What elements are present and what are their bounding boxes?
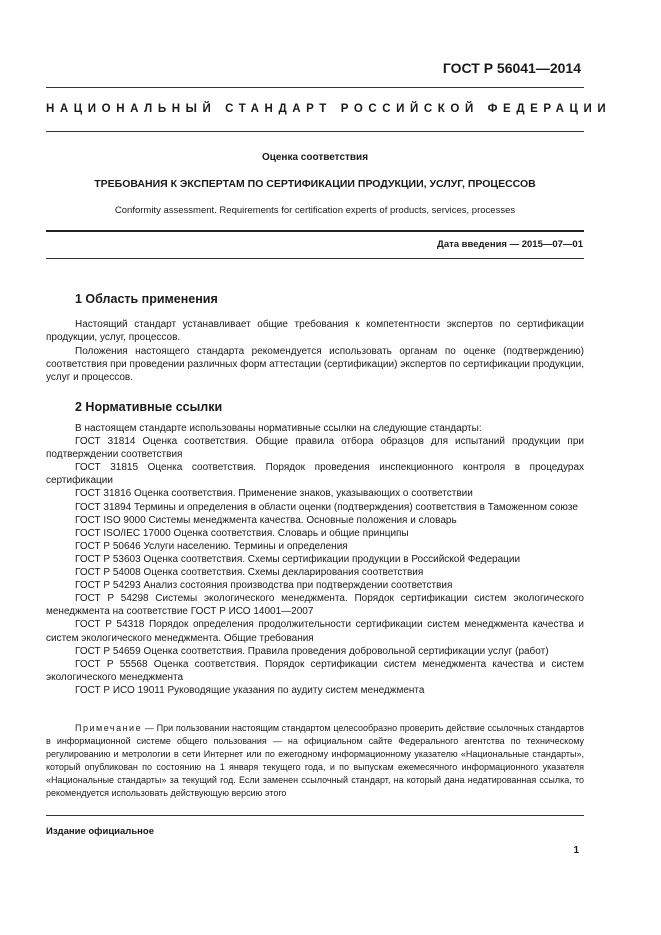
footer-divider: [46, 815, 584, 816]
document-title-english: Conformity assessment. Requirements for certification experts of products, services, processes: [114, 205, 516, 216]
section-1-heading: 1 Область применения: [75, 292, 218, 306]
reference-item: ГОСТ 31894 Термины и определения в области оценки (подтверждения) соответствия в Таможенном союзе: [75, 501, 578, 513]
normative-references-list: [46, 422, 584, 697]
reference-note: [46, 722, 584, 800]
official-edition-label: Издание официальное: [46, 826, 154, 837]
note-text: — При пользовании настоящим стандартом целесообразно проверить действие ссылочных стандартов в информационной системе общего пользования — на официальном сайте Федерального агентства по техническому регулированию и метрологии в сети Интернет или по ежегодному информационному указателю «Национальные стандарты», который опубликован по состоянию на 1 января текущего года, и по выпускам ежемесячного информационного указателя «Национальные стандарты» за текущий год. Если заменен ссылочный стандарт, на который дана недатированная ссылка, то рекомендуется использовать действующую версию этого: [46, 723, 584, 798]
reference-item: ГОСТ ISO 9000 Системы менеджмента качества. Основные положения и словарь: [75, 514, 457, 526]
reference-item: ГОСТ Р 53603 Оценка соответствия. Схемы сертификации продукции в Российской Федерации: [75, 553, 521, 565]
header-divider: [46, 87, 584, 88]
introduction-date: Дата введения — 2015—07—01: [437, 239, 583, 250]
document-number: ГОСТ Р 56041—2014: [442, 60, 581, 76]
reference-item: ГОСТ Р 55568 Оценка соответствия. Порядок сертификации систем менеджмента качества и систем экологического менеджмента: [46, 658, 584, 683]
reference-item: ГОСТ 31814 Оценка соответствия. Общие правила отбора образцов для испытаний продукции при подтверждении соответствия: [46, 436, 584, 461]
reference-item: ГОСТ 31816 Оценка соответствия. Применение знаков, указывающих о соответствии: [75, 488, 473, 500]
reference-intro: В настоящем стандарте использованы нормативные ссылки на следующие стандарты:: [75, 423, 482, 434]
document-subtitle: Оценка соответствия: [261, 152, 369, 163]
section-1-paragraph: Настоящий стандарт устанавливает общие требования к компетентности экспертов по сертификации продукции, услуг, процессов.: [46, 319, 584, 343]
national-standard-heading: НАЦИОНАЛЬНЫЙ СТАНДАРТ РОССИЙСКОЙ ФЕДЕРАЦИИ: [46, 103, 612, 115]
section-1-paragraph: Положения настоящего стандарта рекомендуется использовать органам по оценке (подтверждению) соответствия при проведении различных форм аттестации (сертификации) экспертов по сертификации продукции, услуг и процессов.: [46, 346, 584, 383]
reference-item: ГОСТ Р ИСО 19011 Руководящие указания по аудиту систем менеджмента: [75, 684, 425, 696]
reference-item: ГОСТ Р 54008 Оценка соответствия. Схемы декларирования соответствия: [75, 567, 424, 579]
document-title: ТРЕБОВАНИЯ К ЭКСПЕРТАМ ПО СЕРТИФИКАЦИИ ПРОДУКЦИИ, УСЛУГ, ПРОЦЕССОВ: [94, 178, 536, 190]
reference-item: ГОСТ Р 50646 Услуги населению. Термины и определения: [75, 540, 348, 552]
note-label: Примечание: [75, 723, 143, 733]
page-number: 1: [573, 845, 579, 856]
reference-item: ГОСТ Р 54318 Порядок определения продолжительности сертификации систем менеджмента качества и систем экологического менеджмента. Общие требования: [46, 619, 584, 644]
reference-item: ГОСТ 31815 Оценка соответствия. Порядок проведения инспекционного контроля в процедурах сертификации: [46, 462, 584, 487]
title-divider: [46, 131, 584, 132]
reference-item: ГОСТ Р 54659 Оценка соответствия. Правила проведения добровольной сертификации услуг (работ): [75, 645, 549, 657]
reference-item: ГОСТ Р 54298 Системы экологического менеджмента. Порядок сертификации систем экологического менеджмента на соответствие ГОСТ Р ИСО 14001—2007: [46, 593, 584, 618]
reference-item: ГОСТ Р 54293 Анализ состояния производства при подтверждении соответствия: [75, 580, 453, 592]
date-divider: [46, 258, 584, 259]
reference-item: ГОСТ ISO/IEC 17000 Оценка соответствия. Словарь и общие принципы: [75, 527, 409, 539]
section-2-heading: 2 Нормативные ссылки: [75, 400, 223, 414]
title-bottom-divider: [46, 230, 584, 232]
